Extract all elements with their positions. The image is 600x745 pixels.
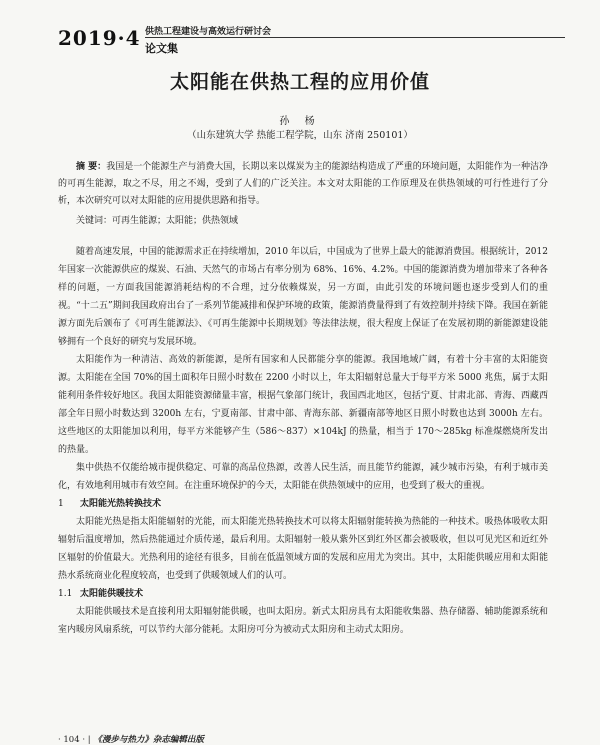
paragraph: 太阳能供暖技术是直接利用太阳辐射能供暖，也叫太阳房。新式太阳房具有太阳能收集器、热存储器、辅助能源系统和室内暖房风扇系统，可以节约大部分能耗。太阳房可分为被动式太阳房和主动式太阳房。 <box>58 607 548 635</box>
article-title: 太阳能在供热工程的应用价值 <box>169 71 430 93</box>
affiliation: （山东建筑大学 热能工程学院，山东 济南 250101） <box>187 130 413 141</box>
keywords-label: 关键词： <box>76 216 113 226</box>
paragraph: 集中供热不仅能给城市提供稳定、可靠的高品位热源，改善人民生活，而且能节约能源，减少城市污染，有利于城市美化，有效地利用城市有效空间。在注重环境保护的今天，太阳能在供热领域中的应用，也受到了极大的重视。 <box>58 463 548 491</box>
year-issue: 2019·4 <box>58 26 141 50</box>
section-number: 1 <box>58 499 64 509</box>
body-text <box>58 243 548 639</box>
page-footer: · 104 · | 《漫步与热力》杂志编辑出版 <box>58 735 204 745</box>
keywords-text: 可再生能源；太阳能；供热领域 <box>112 216 239 226</box>
paragraph: 太阳能光热是指太阳能辐射的光能，而太阳能光热转换技术可以将太阳辐射能转换为热能的一种技术。吸热体吸收太阳辐射后温度增加，然后热能通过介质传递，最后利用。太阳辐射一般从紫外区到红外区都会被吸收，但以可见光区和近红外区辐射的价值最大。光热利用的途径有很多，目前在低温领域方面的发展和应用尤为突出。其中，太阳能供暖应用和太阳能热水系统商业化程度较高，也受到了供暖领域人们的认可。 <box>58 517 548 581</box>
subsection-title: 太阳能供暖技术 <box>80 589 144 599</box>
abstract <box>58 159 548 210</box>
section-heading <box>58 495 548 513</box>
journal-name: 供热工程建设与高效运行研讨会 <box>145 27 272 37</box>
abstract-text: 我国是一个能源生产与消费大国，长期以来以煤炭为主的能源结构造成了严重的环境问题，太阳能作为一种洁净的可再生能源，取之不尽，用之不竭，受到了人们的广泛关注。本文对太阳能的工作原理及在供热领域的可行性进行了分析，本次研究可以对太阳能的应用提供思路和指导。 <box>58 162 548 206</box>
abstract-label: 摘 要： <box>76 162 107 172</box>
paragraph: 随着高速发展，中国的能源需求正在持续增加，2010 年以后，中国成为了世界上最大的能源消费国。根据统计，2012 年国家一次能源供应的煤炭、石油、天然气的市场占有率分别为 68%、16%、4.2%。中国的能源消费为增加带来了各种各样的问题，一方面我国能源消耗结构的不合理，过分依赖煤炭，另一方面，由此引发的环境问题也逐步受到人们的重视。“十二五”期间我国政府出台了一系列节能减排和保护环境的政策，能源消费量得到了有效控制并持续下降。我国在新能源方面先后颁布了《可再生能源法》、《可再生能源中长期规划》等法律法规，很大程度上保证了在发展初期的新能源建设能够拥有一个良好的研究与发展环境。 <box>58 247 548 347</box>
section-label: 论文集 <box>145 42 178 55</box>
section-title: 太阳能光热转换技术 <box>80 499 162 509</box>
subsection-number: 1.1 <box>58 589 73 599</box>
paragraph: 太阳能作为一种清洁、高效的新能源，是所有国家和人民都能分享的能源。我国地域广阔，有着十分丰富的太阳能资源。太阳能在全国 70%的国土面积年日照小时数在 2200 小时以上，年太阳辐射总量大于每平方米 5000 兆焦，属于太阳能利用条件较好地区。我国太阳能资源储量丰富，根据气象部门统计，我国西北地区，包括宁夏、甘肃北部、青海、西藏西部全年日照小时数达到 3200h 左右，宁夏南部、甘肃中部、青海东部、新疆南部等地区日照小时数也达到 3000h 左右。这些地区的太阳能加以利用，每平方米能够产生（586～837）×104kJ 的热量，相当于 170～285kg 标准煤燃烧所发出的热量。 <box>58 355 548 455</box>
keywords <box>58 214 548 228</box>
subsection-heading <box>58 585 548 603</box>
header-rule <box>145 37 565 38</box>
author: 孙 杨 <box>279 116 321 127</box>
page-number: · 104 · <box>58 735 86 745</box>
footer-journal: 《漫步与热力》杂志编辑出版 <box>93 735 204 745</box>
